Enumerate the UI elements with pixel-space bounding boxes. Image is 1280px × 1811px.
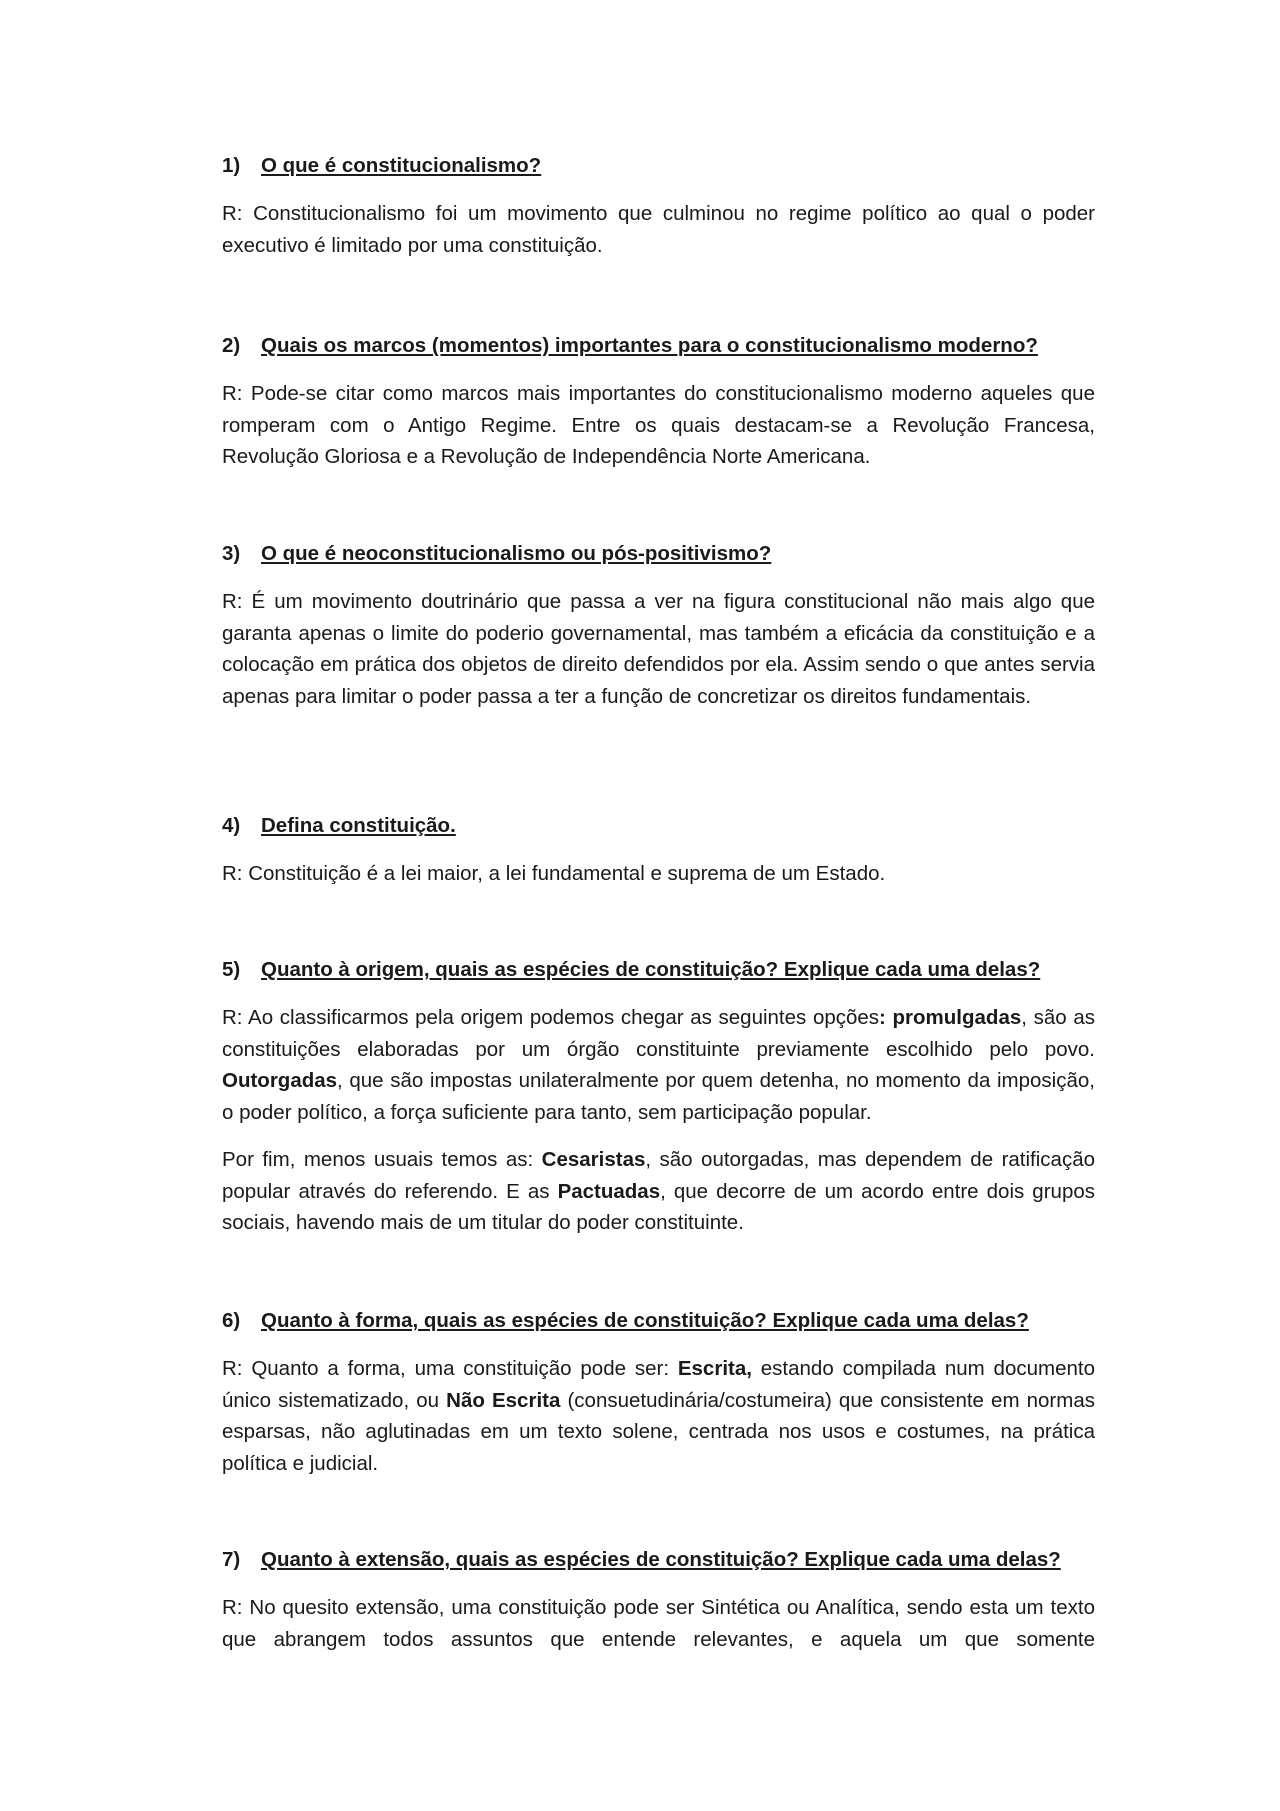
question-heading (222, 330, 1095, 362)
question-title: O que é neoconstitucionalismo ou pós-positivismo? (261, 542, 772, 565)
question-heading (222, 1544, 1095, 1576)
answer-text: estando compilada num documento único sistematizado, ou (222, 1357, 1095, 1412)
answer (222, 858, 1095, 890)
question-title: Quanto à extensão, quais as espécies de constituição? Explique cada uma delas? (261, 1548, 1061, 1571)
question-4 (222, 810, 1095, 890)
question-heading (222, 538, 1095, 570)
question-7 (222, 1544, 1095, 1655)
question-1 (222, 150, 1095, 261)
question-number: 5) (222, 958, 241, 981)
answer-paragraph: R: Constituição é a lei maior, a lei fundamental e suprema de um Estado. (222, 862, 886, 885)
question-number: 3) (222, 542, 241, 565)
answer-text: R: Quanto a forma, uma constituição pode ser: (222, 1357, 678, 1380)
answer-bold-term: : promulgadas (879, 1006, 1022, 1029)
answer-text: , que decorre de um acordo entre dois grupos sociais, havendo mais de um titular do poder constituinte. (222, 1179, 1095, 1234)
question-5 (222, 954, 1095, 1239)
question-heading (222, 810, 1095, 842)
answer-bold-term: Não Escrita (446, 1388, 561, 1412)
question-3 (222, 538, 1095, 712)
question-title: Quanto à forma, quais as espécies de constituição? Explique cada uma delas? (261, 1309, 1029, 1332)
question-number: 2) (222, 334, 241, 357)
answer-paragraph (222, 1144, 1095, 1239)
question-6 (222, 1305, 1095, 1479)
question-heading (222, 1305, 1095, 1337)
question-number: 6) (222, 1309, 241, 1332)
question-title: Quais os marcos (momentos) importantes para o constitucionalismo moderno? (261, 334, 1038, 357)
answer-text: R: Ao classificarmos pela origem podemos chegar as seguintes opções (222, 1006, 880, 1029)
question-number: 7) (222, 1548, 241, 1571)
question-number: 4) (222, 814, 241, 837)
question-title: Quanto à origem, quais as espécies de constituição? Explique cada uma delas? (261, 958, 1041, 981)
question-title: Defina constituição. (261, 814, 456, 837)
answer (222, 1002, 1095, 1239)
answer-paragraph (222, 1002, 1095, 1128)
answer (222, 1353, 1095, 1479)
answer-paragraph: R: No quesito extensão, uma constituição pode ser Sintética ou Analítica, sendo esta um texto que abrangem todos assuntos que entende relevantes, e aquela um que somente (222, 1596, 1095, 1651)
question-title: O que é constitucionalismo? (261, 154, 542, 177)
answer-text: , são outorgadas, mas dependem de ratificação popular através do referendo. E as (222, 1148, 1096, 1203)
answer-text: , são as constituições elaboradas por um órgão constituinte previamente escolhido pelo povo. (222, 1006, 1095, 1061)
answer-paragraph (222, 1353, 1095, 1479)
question-heading (222, 954, 1095, 986)
question-2 (222, 330, 1095, 473)
question-heading (222, 150, 1095, 182)
answer-paragraph: R: Constitucionalismo foi um movimento que culminou no regime político ao qual o poder executivo é limitado por uma constituição. (222, 202, 1095, 257)
answer-bold-term: Cesaristas (541, 1148, 646, 1171)
answer-paragraph: R: Pode-se citar como marcos mais importantes do constitucionalismo moderno aqueles que romperam com o Antigo Regime. Entre os quais destacam-se a Revolução Francesa, Revolução Gloriosa e a Revolução de Independência Norte Americana. (222, 382, 1095, 468)
answer (222, 586, 1095, 712)
answer-bold-term: Escrita, (677, 1357, 752, 1380)
answer (222, 378, 1095, 473)
answer (222, 1592, 1095, 1655)
answer-text: , que são impostas unilateralmente por quem detenha, no momento da imposição, o poder político, a força suficiente para tanto, sem participação popular. (222, 1069, 1095, 1124)
answer-text: (consuetudinária/costumeira) que consistente em normas esparsas, não aglutinadas em um texto solene, centrada nos usos e costumes, na prática política e judicial. (222, 1388, 1095, 1475)
answer-bold-term: Pactuadas (557, 1179, 661, 1203)
answer-paragraph: R: É um movimento doutrinário que passa a ver na figura constitucional não mais algo que garanta apenas o limite do poderio governamental, mas também a eficácia da constituição e a colocação em prática dos objetos de direito defendidos por ela. Assim sendo o que antes servia apenas para limitar o poder passa a ter a função de concretizar os direitos fundamentais. (222, 590, 1095, 708)
answer-text: Por fim, menos usuais temos as: (222, 1148, 542, 1171)
answer (222, 198, 1095, 261)
answer-bold-term: Outorgadas (222, 1069, 338, 1092)
question-number: 1) (222, 154, 241, 177)
